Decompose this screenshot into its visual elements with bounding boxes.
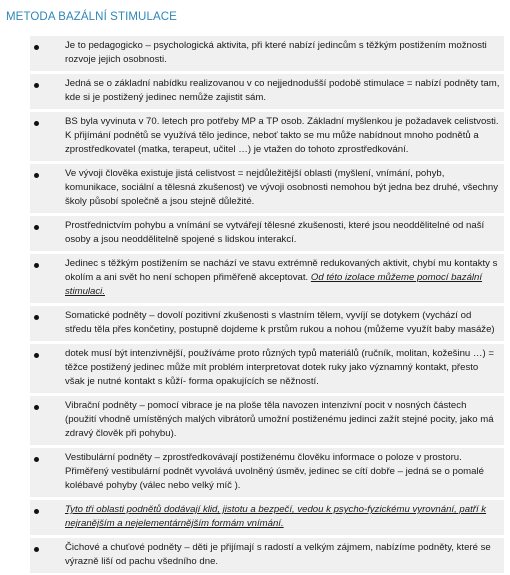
list-item <box>30 396 504 445</box>
bullet-icon <box>34 225 39 230</box>
item-text: Vestibulární podněty – zprostředkovávají postiženému člověku informace o poloze v prostoru. Přiměřený vestibulární podnět vyvolává uvolněný úsměv, jedinec se cítí dobře – jedná se o pomalé kolébavé pohyby (válec nebo velký míč ). <box>65 452 484 491</box>
list-item <box>30 344 504 393</box>
item-text: BS byla vyvinuta v 70. letech pro potřeby MP a TP osob. Základní myšlenkou je požadavek celistvosti. K přijímání podnětů se využívá tělo jedince, neboť takto se mu může nabídnout mnoho podnětů a zprostředkovatel (matka, terapeut, učitel …) je vtažen do tohoto zprostředkování. <box>65 116 499 155</box>
list-item <box>30 164 504 213</box>
list-item <box>30 306 504 341</box>
bullet-icon <box>34 173 39 178</box>
item-text: Čichové a chuťové podněty – děti je přijímají s radostí a velkým zájmem, nabízíme podněty, které se výrazně liší od pachu všedního dne. <box>65 542 491 567</box>
list-item <box>30 112 504 161</box>
list-item <box>30 538 504 573</box>
item-emphasis: Tyto tři oblasti podnětů dodávají klid, jistotu a bezpečí, vedou k psycho-fyzickému vyrovnání, patří k nejranějším a nejelementárnějším formám vnímání. <box>65 504 487 529</box>
bullet-icon <box>34 457 39 462</box>
bullet-icon <box>34 263 39 268</box>
bullet-icon <box>34 315 39 320</box>
list-item <box>30 500 504 535</box>
bullet-icon <box>34 121 39 126</box>
bullet-icon <box>34 509 39 514</box>
list-item <box>30 448 504 497</box>
list-item <box>30 36 504 71</box>
item-text: Ve vývoji člověka existuje jistá celistvost = nejdůležitější oblasti (myšlení, vnímání, pohyb, komunikace, sociální a tělesná zkušenost) ve vývoji osobnosti nemohou být jedna bez druhé, všechny školy působí společně a jsou stejně důležité. <box>65 168 499 207</box>
bullet-icon <box>34 45 39 50</box>
item-text: Je to pedagogicko – psychologická aktivita, při které nabízí jedincům s těžkým postižením možnosti rozvoje jejich osobnosti. <box>65 40 487 65</box>
page-title: METODA BAZÁLNÍ STIMULACE <box>6 11 177 23</box>
bullet-icon <box>34 353 39 358</box>
item-text: Prostřednictvím pohybu a vnímání se vytvářejí tělesné zkušenosti, které jsou neoddělitelné od naší osoby a jsou neoddělitelně spojené s lidskou interakcí. <box>65 220 485 245</box>
item-text: Jedná se o základní nabídku realizovanou v co nejjednodušší podobě stimulace = nabízí podněty tam, kde si je postižený jedinec nemůže zajistit sám. <box>65 78 500 103</box>
item-text: Somatické podněty – dovolí pozitivní zkušenosti s vlastním tělem, vyvíjí se dotykem (vychází od středu těla přes končetiny, postupně dojdeme k prstům rukou a nohou (můžeme využít baby masáže) <box>65 310 495 335</box>
item-text: Jedinec s těžkým postižením se nachází ve stavu extrémně redukovaných aktivit, chybí mu kontakty s okolím a ani svět ho není schopen přiměřeně akceptovat. <box>65 258 498 283</box>
bullet-icon <box>34 547 39 552</box>
list-item <box>30 74 504 109</box>
item-emphasis: Od této izolace můžeme pomocí bazální stimulaci. <box>65 272 483 297</box>
list-item <box>30 216 504 251</box>
list-item <box>30 254 504 303</box>
bullet-icon <box>34 405 39 410</box>
bullet-list <box>30 36 504 575</box>
bullet-icon <box>34 83 39 88</box>
item-text: dotek musí být intenzivnější, používáme proto různých typů materiálů (ručník, molitan, kožešinu …) = těžce postižený jedinec může mít problém interpretovat dotek ruky jako významný kontakt, přesto však je nutné kontakt s kůží- forma opakujících se něžností. <box>65 348 494 387</box>
item-text: Vibrační podněty – pomocí vibrace je na ploše těla navozen intenzivní pocit v nosných částech (použití vhodně umístěných malých vibrátorů umožní postiženému jedinci zažít stejné pocity, jako má zdravý člověk při pohybu). <box>65 400 494 439</box>
